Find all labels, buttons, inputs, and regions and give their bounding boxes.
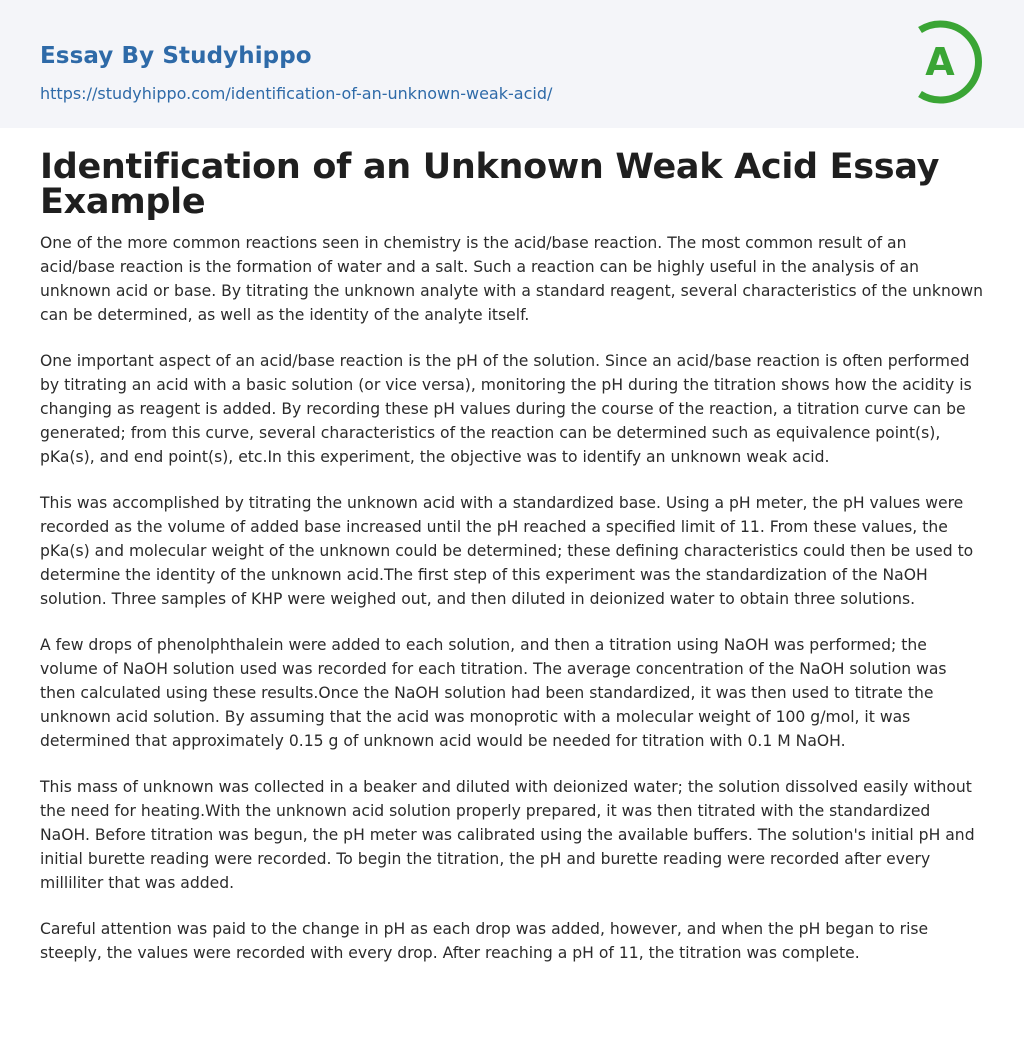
paragraph-2: One important aspect of an acid/base reaction is the pH of the solution. Since an acid/base reaction is often performed by titrating an acid with a basic solution (or vice versa), monitoring the pH during the titration shows how the acidity is changing as reagent is added. By recording these pH values during the course of the reaction, a titration curve can be generated; from this curve, several characteristics of the reaction can be determined such as equivalence point(s), pKa(s), and end point(s), etc.In this experiment, the objective was to identify an unknown weak acid.	[40, 352, 972, 466]
paragraph-4: A few drops of phenolphthalein were added to each solution, and then a titration using NaOH was performed; the volume of NaOH solution used was recorded for each titration. The average concentration of the NaOH solution was then calculated using these results.Once the NaOH solution had been standardized, it was then used to titrate the unknown acid solution. By assuming that the acid was monoprotic with a molecular weight of 100 g/mol, it was determined that approximately 0.15 g of unknown acid would be needed for titration with 0.1 M NaOH.	[40, 636, 947, 750]
site-header	[0, 0, 1024, 128]
paragraph-3: This was accomplished by titrating the unknown acid with a standardized base. Using a pH meter, the pH values were recorded as the volume of added base increased until the pH reached a specified limit of 11. From these values, the pKa(s) and molecular weight of the unknown could be determined; these defining characteristics could then be used to determine the identity of the unknown acid.The first step of this experiment was the standardization of the NaOH solution. Three samples of KHP were weighed out, and then diluted in deionized water to obtain three solutions.	[40, 494, 974, 608]
source-url-link[interactable]: https://studyhippo.com/identification-of-an-unknown-weak-acid/	[40, 84, 553, 103]
logo-letter: A	[925, 40, 955, 84]
page-title: Identification of an Unknown Weak Acid Essay Example	[40, 147, 940, 222]
paragraph-1: One of the more common reactions seen in chemistry is the acid/base reaction. The most common result of an acid/base reaction is the formation of water and a salt. Such a reaction can be highly useful in the analysis of an unknown acid or base. By titrating the unknown analyte with a standard reagent, several characteristics of the unknown can be determined, as well as the identity of the analyte itself.	[40, 234, 984, 324]
article	[0, 128, 1024, 965]
paragraph-6: Careful attention was paid to the change in pH as each drop was added, however, and when the pH began to rise steeply, the values were recorded with every drop. After reaching a pH of 11, the titration was complete.	[40, 920, 929, 962]
studyhippo-logo-icon[interactable]	[906, 18, 990, 106]
brand-title[interactable]: Essay By Studyhippo	[40, 43, 312, 69]
paragraph-5: This mass of unknown was collected in a beaker and diluted with deionized water; the solution dissolved easily without the need for heating.With the unknown acid solution properly prepared, it was then titrated with the standardized NaOH. Before titration was begun, the pH meter was calibrated using the available buffers. The solution's initial pH and initial burette reading were recorded. To begin the titration, the pH and burette reading were recorded after every milliliter that was added.	[40, 778, 975, 892]
